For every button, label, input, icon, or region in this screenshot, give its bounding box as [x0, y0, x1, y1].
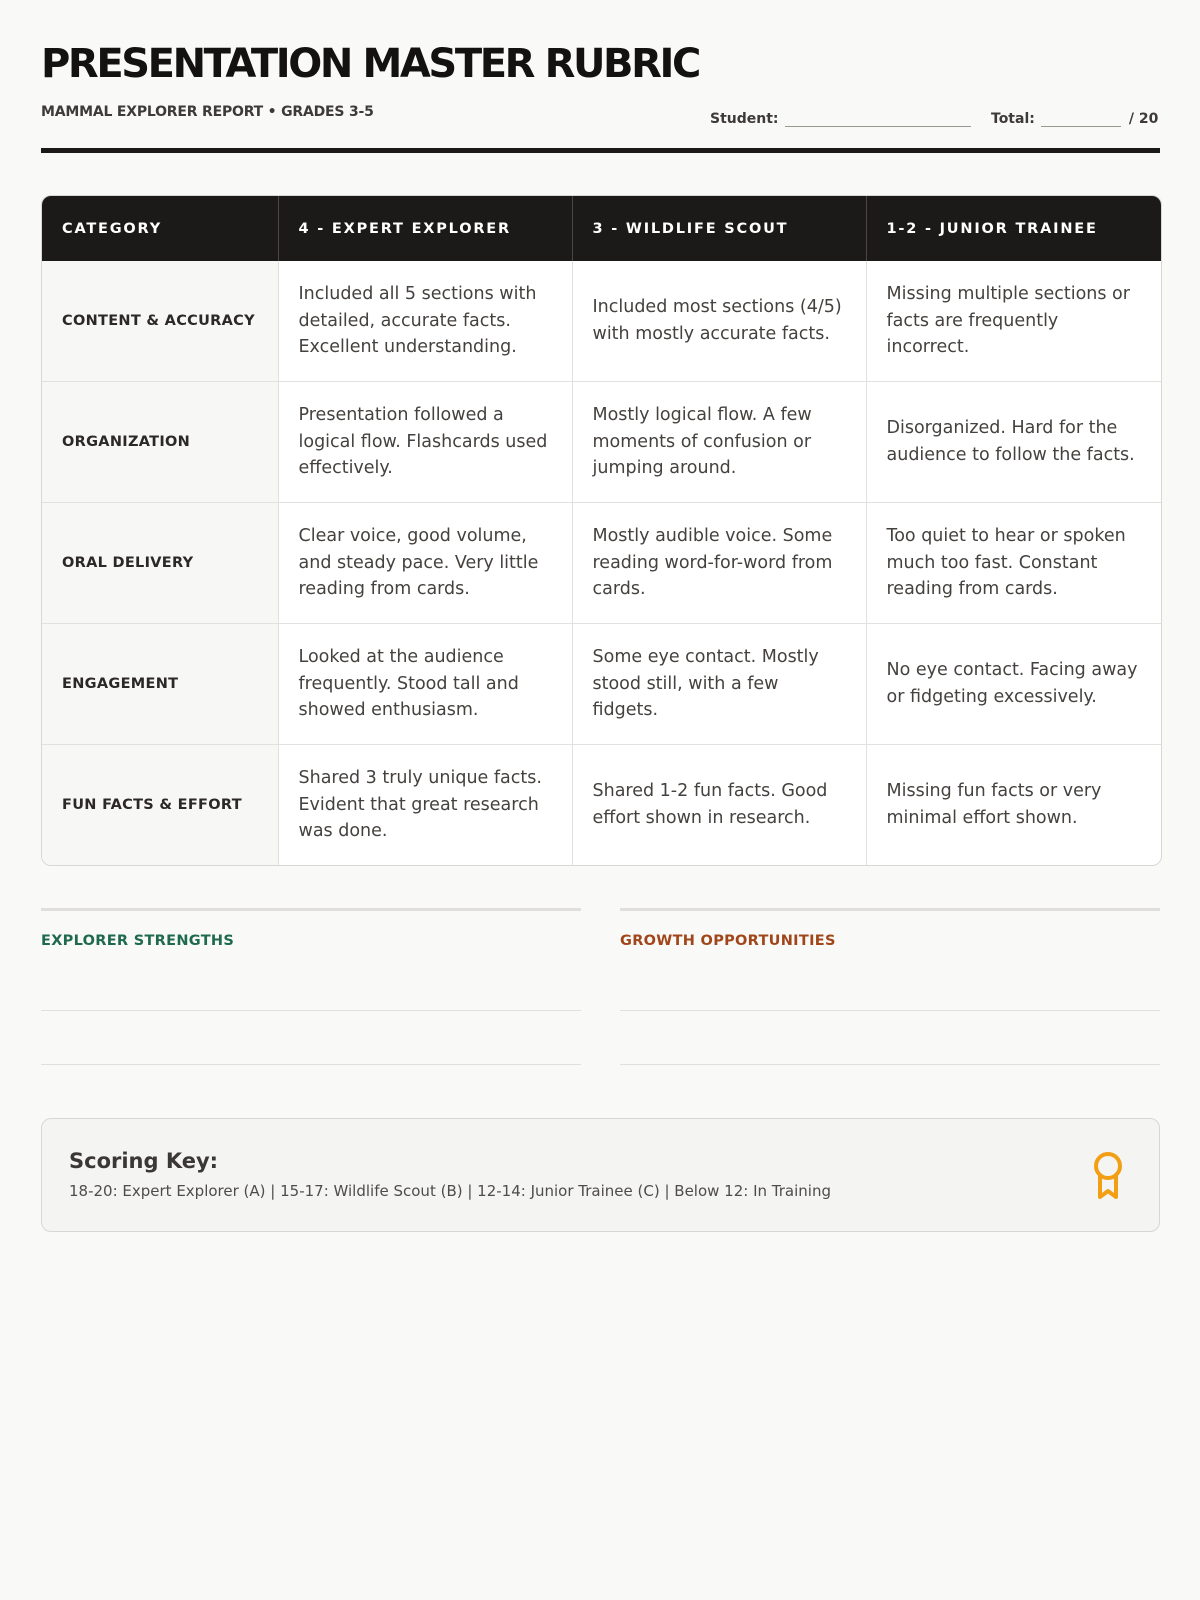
table-row	[42, 261, 1161, 382]
column-header-trainee: 1-2 - JUNIOR TRAINEE	[866, 196, 1161, 261]
trainee-criteria-cell: Disorganized. Hard for the audience to follow the facts.	[866, 382, 1161, 503]
scout-criteria-cell: Some eye contact. Mostly stood still, with a few fidgets.	[572, 624, 866, 745]
trainee-criteria-cell: Missing fun facts or very minimal effort shown.	[866, 745, 1161, 866]
category-cell: CONTENT & ACCURACY	[42, 261, 278, 382]
expert-criteria-cell: Included all 5 sections with detailed, accurate facts. Excellent understanding.	[278, 261, 572, 382]
scout-criteria-cell: Included most sections (4/5) with mostly accurate facts.	[572, 261, 866, 382]
table-row	[42, 745, 1161, 866]
scoring-key-title: Scoring Key:	[69, 1149, 219, 1173]
column-header-category: CATEGORY	[42, 196, 278, 261]
total-score-blank[interactable]	[1041, 104, 1121, 127]
explorer-strengths-label: EXPLORER STRENGTHS	[41, 933, 235, 949]
table-row	[42, 382, 1161, 503]
total-field-group	[991, 104, 1158, 127]
explorer-strengths-section	[41, 908, 581, 949]
table-row	[42, 503, 1161, 624]
category-cell: ENGAGEMENT	[42, 624, 278, 745]
total-max: / 20	[1128, 111, 1159, 127]
scout-criteria-cell: Mostly logical flow. A few moments of confusion or jumping around.	[572, 382, 866, 503]
expert-criteria-cell: Shared 3 truly unique facts. Evident that great research was done.	[278, 745, 572, 866]
growth-write-line[interactable]	[620, 1064, 1160, 1065]
strengths-write-line[interactable]	[41, 1010, 581, 1011]
growth-write-line[interactable]	[620, 1010, 1160, 1011]
scout-criteria-cell: Shared 1-2 fun facts. Good effort shown in research.	[572, 745, 866, 866]
expert-criteria-cell: Looked at the audience frequently. Stood tall and showed enthusiasm.	[278, 624, 572, 745]
growth-opportunities-section	[620, 908, 1160, 949]
student-field-group	[710, 104, 971, 127]
student-name-blank[interactable]	[785, 104, 971, 127]
growth-opportunities-label: GROWTH OPPORTUNITIES	[620, 933, 836, 949]
category-cell: FUN FACTS & EFFORT	[42, 745, 278, 866]
trainee-criteria-cell: Too quiet to hear or spoken much too fast. Constant reading from cards.	[866, 503, 1161, 624]
page-title: PRESENTATION MASTER RUBRIC	[41, 41, 699, 87]
table-row	[42, 624, 1161, 745]
strengths-write-line[interactable]	[41, 1064, 581, 1065]
rubric-table	[41, 195, 1162, 866]
student-label: Student:	[710, 111, 779, 127]
scoring-key-text: 18-20: Expert Explorer (A) | 15-17: Wildlife Scout (B) | 12-14: Junior Trainee (C) | Below 12: In Training	[69, 1182, 831, 1200]
total-label: Total:	[991, 111, 1035, 127]
page-subtitle: MAMMAL EXPLORER REPORT • GRADES 3-5	[41, 104, 374, 120]
category-cell: ORGANIZATION	[42, 382, 278, 503]
trainee-criteria-cell: No eye contact. Facing away or fidgeting excessively.	[866, 624, 1161, 745]
column-header-expert: 4 - EXPERT EXPLORER	[278, 196, 572, 261]
column-header-scout: 3 - WILDLIFE SCOUT	[572, 196, 866, 261]
trainee-criteria-cell: Missing multiple sections or facts are frequently incorrect.	[866, 261, 1161, 382]
scout-criteria-cell: Mostly audible voice. Some reading word-for-word from cards.	[572, 503, 866, 624]
expert-criteria-cell: Clear voice, good volume, and steady pace. Very little reading from cards.	[278, 503, 572, 624]
expert-criteria-cell: Presentation followed a logical flow. Flashcards used effectively.	[278, 382, 572, 503]
scoring-key-box	[41, 1118, 1160, 1232]
header-divider	[41, 148, 1160, 153]
rubric-header-row	[42, 196, 1161, 261]
category-cell: ORAL DELIVERY	[42, 503, 278, 624]
award-ribbon-icon	[1092, 1151, 1124, 1201]
